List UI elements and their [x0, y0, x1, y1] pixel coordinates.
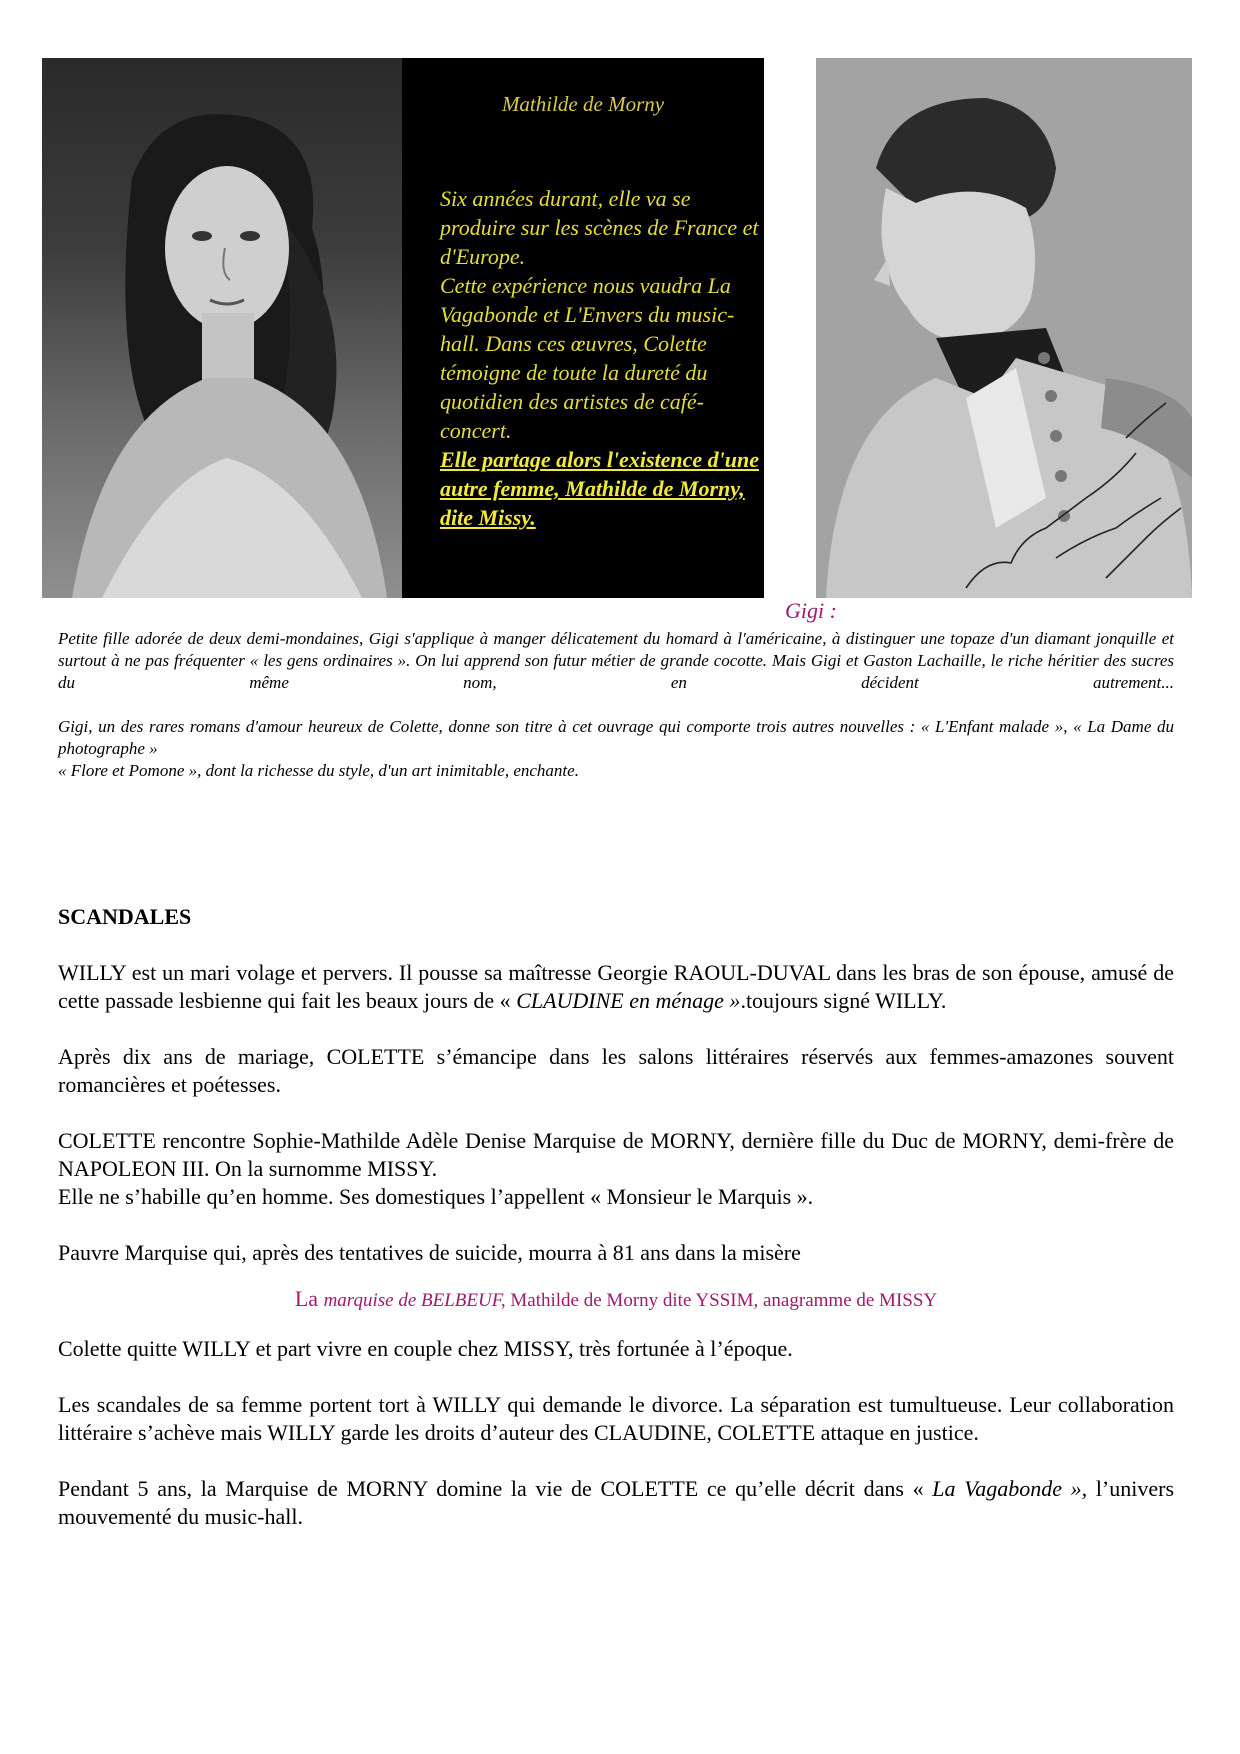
article-paragraph: Les scandales de sa femme portent tort à WILLY qui demande le divorce. La séparation est tumultueuse. Leur collaboration littéraire s’achève mais WILLY garde les droits d’auteur des CLAUDINE, COLETTE attaque en justice.	[58, 1392, 1174, 1445]
panel-line: Cette expérience nous vaudra La Vagabonde et L'Envers du music-hall. Dans ces œuvres, Colette témoigne de toute la dureté du quotidien des artistes de café-concert.	[440, 273, 735, 443]
panel-line: Six années durant, elle va se produire sur les scènes de France et d'Europe.	[440, 186, 759, 269]
panel-title: Mathilde de Morny	[501, 92, 665, 116]
text-run: Pendant 5 ans, la Marquise de MORNY domine la vie de COLETTE ce qu’elle décrit dans «	[58, 1476, 933, 1501]
text-run: .toujours signé WILLY.	[740, 988, 947, 1013]
woman-portrait-drawing	[42, 58, 402, 598]
article-paragraph: Elle ne s’habille qu’en homme. Ses domestiques l’appellent « Monsieur le Marquis ».	[58, 1184, 814, 1209]
morny-portrait-figure	[42, 58, 764, 598]
text-run: marquise de BELBEUF,	[323, 1290, 506, 1311]
gigi-paragraph: « Flore et Pomone », dont la richesse du style, d'un art inimitable, enchante.	[58, 761, 579, 780]
article-paragraph: Pauvre Marquise qui, après des tentatives de suicide, mourra à 81 ans dans la misère	[58, 1240, 801, 1265]
woman-portrait-image	[42, 58, 402, 598]
photo-caption	[58, 1285, 1174, 1315]
work-title: La Vagabonde »,	[932, 1476, 1088, 1501]
panel-highlight: Elle partage alors l'existence d'une autre femme, Mathilde de Morny, dite Missy.	[440, 447, 759, 530]
text-run: l’univers mouvementé du music-hall.	[58, 1476, 1175, 1529]
article-paragraph: Colette quitte WILLY et part vivre en couple chez MISSY, très fortunée à l’époque.	[58, 1336, 793, 1361]
gigi-title: Gigi :	[785, 598, 837, 623]
article-body	[58, 903, 1174, 1531]
article-paragraph: Après dix ans de mariage, COLETTE s’émancipe dans les salons littéraires réservés aux femmes-amazones souvent romancières et poétesses.	[58, 1044, 1174, 1097]
missy-photo	[816, 58, 1192, 598]
gigi-description	[58, 628, 1174, 782]
gigi-paragraph: Gigi, un des rares romans d'amour heureux de Colette, donne son titre à cet ouvrage qui comporte trois autres nouvelles : « L'Enfant malade », « La Dame du photographe »	[58, 717, 1174, 758]
caption-panel	[402, 58, 764, 598]
section-heading: SCANDALES	[58, 904, 192, 929]
text-run: Mathilde de Morny dite YSSIM, anagramme de MISSY	[505, 1290, 938, 1311]
man-portrait-drawing	[816, 58, 1192, 598]
work-title: CLAUDINE en ménage »	[516, 988, 741, 1013]
article-paragraph	[58, 1475, 1174, 1531]
article-paragraph: COLETTE rencontre Sophie-Mathilde Adèle Denise Marquise de MORNY, dernière fille du Duc de MORNY, demi-frère de NAPOLEON III. On la surnomme MISSY.	[58, 1128, 1174, 1181]
article-paragraph	[58, 959, 1174, 1015]
text-run: WILLY est un mari volage et pervers. Il pousse sa maîtresse Georgie RAOUL-DUVAL dans les bras de son épouse, amusé de cette passade lesbienne qui fait les beaux jours de «	[58, 960, 1174, 1013]
gigi-paragraph: Petite fille adorée de deux demi-mondaines, Gigi s'applique à manger délicatement du homard à l'américaine, à distinguer une topaze d'un diamant jonquille et surtout à ne pas fréquenter « les gens ordinaires ». On lui apprend son futur métier de grande cocotte. Mais Gigi et Gaston Lachaille, le riche héritier des sucres du même nom, en décident autrement...	[58, 629, 1174, 692]
panel-text	[440, 184, 760, 532]
text-run: La	[294, 1286, 324, 1311]
